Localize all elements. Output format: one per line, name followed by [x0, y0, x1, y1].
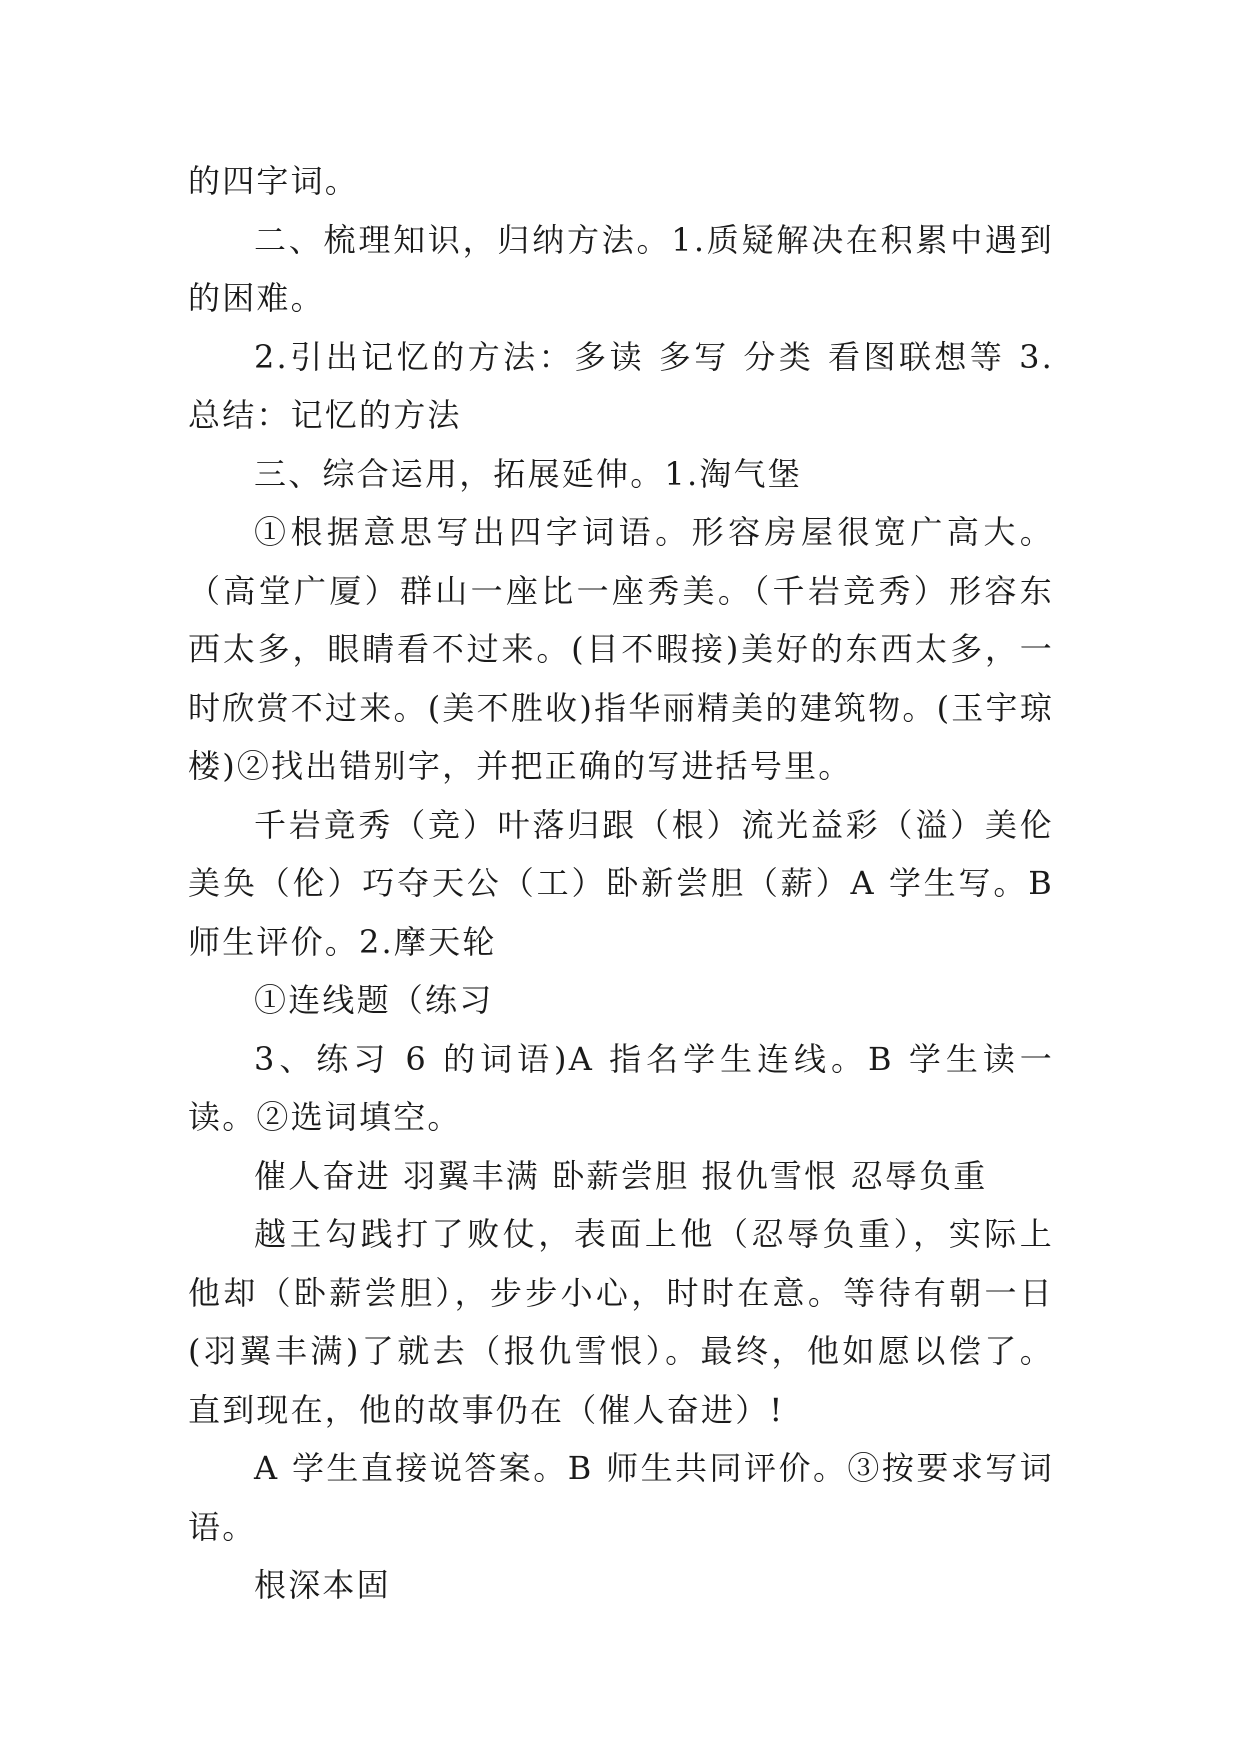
paragraph-section-heading: 三、综合运用，拓展延伸。1.淘气堡: [254, 454, 802, 493]
paragraph: 的四字词。: [188, 162, 360, 200]
paragraph-section-heading: 二、梳理知识，归纳方法。1.质疑解决在积累中遇到的困难。: [188, 220, 1054, 317]
paragraph: ①连线题（练习: [254, 981, 494, 1019]
paragraph: 越王勾践打了败仗，表面上他（忍辱负重），实际上他却（卧薪尝胆），步步小心，时时在意。等待有朝一日(羽翼丰满)了就去（报仇雪恨）。最终，他如愿以偿了。直到现在，他的故事仍在（催人奋进）!: [188, 1215, 1054, 1429]
paragraph: 3、练习 6 的词语)A 指名学生连线。B 学生读一读。②选词填空。: [188, 1039, 1054, 1136]
document-body: [188, 152, 1054, 1615]
paragraph: 2.引出记忆的方法：多读 多写 分类 看图联想等 3.总结：记忆的方法: [188, 337, 1054, 434]
paragraph: 千岩竟秀（竞）叶落归跟（根）流光益彩（溢）美伦美奂（伦）巧夺天公（工）卧新尝胆（薪）A 学生写。B 师生评价。2.摩天轮: [188, 805, 1054, 961]
paragraph: A 学生直接说答案。B 师生共同评价。③按要求写词语。: [188, 1449, 1054, 1546]
paragraph: ①根据意思写出四字词语。形容房屋很宽广高大。（高堂广厦）群山一座比一座秀美。（千岩竞秀）形容东西太多，眼睛看不过来。(目不暇接)美好的东西太多，一时欣赏不过来。(美不胜收)指华丽精美的建筑物。(玉宇琼楼)②找出错别字，并把正确的写进括号里。: [188, 513, 1054, 785]
paragraph: 根深本固: [254, 1566, 391, 1604]
paragraph-word-bank: 催人奋进 羽翼丰满 卧薪尝胆 报仇雪恨 忍辱负重: [254, 1156, 988, 1195]
